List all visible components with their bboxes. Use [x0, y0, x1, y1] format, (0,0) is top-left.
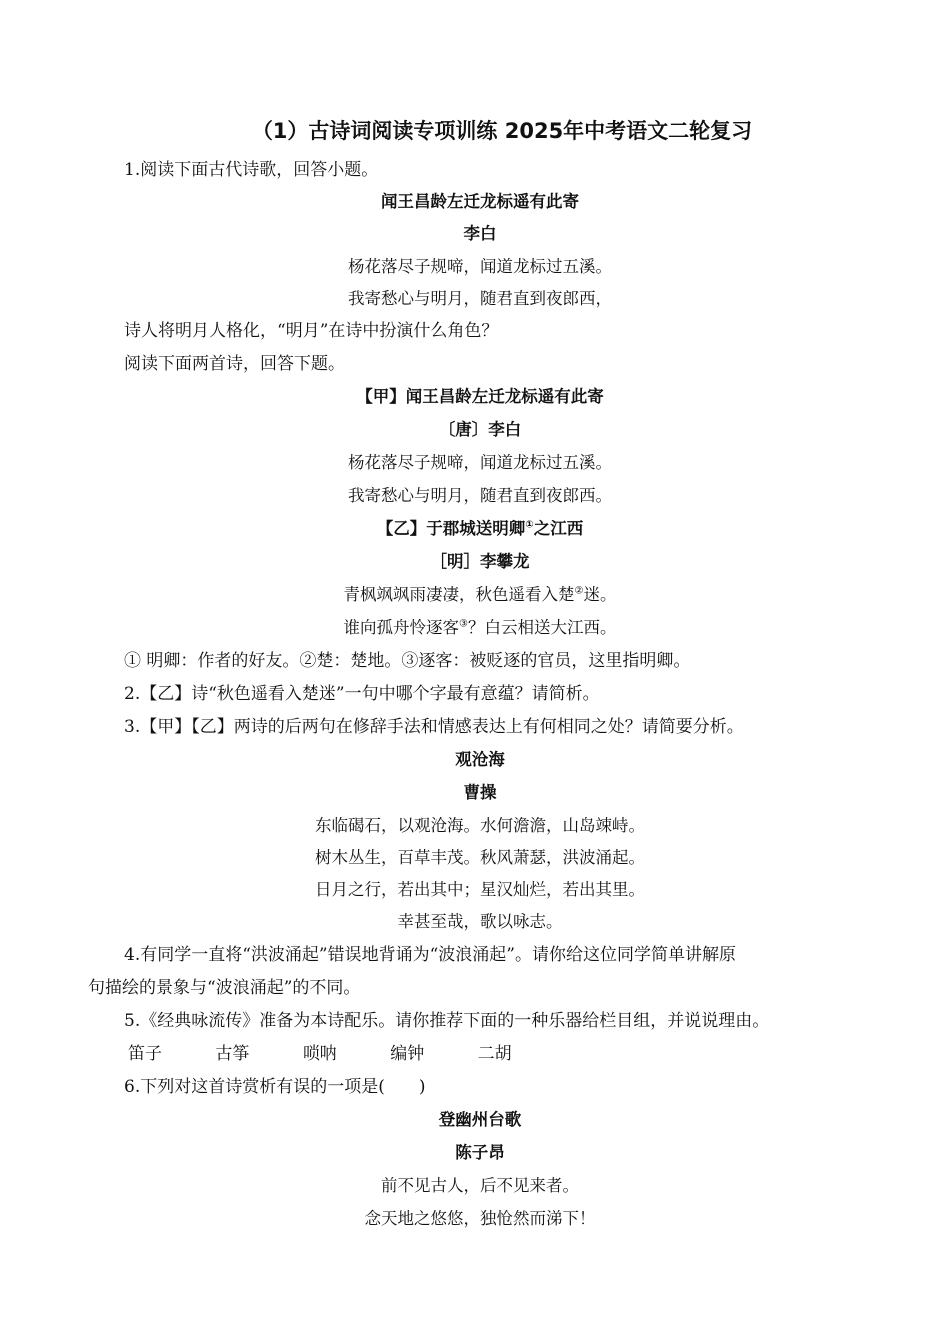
poem-title: 观沧海: [455, 750, 505, 769]
poem-title: 登幽州台歌: [438, 1110, 522, 1129]
document-title: （1）古诗词阅读专项训练 2025年中考语文二轮复习: [251, 119, 753, 143]
group-2-intro: 阅读下面两首诗，回答下题。: [124, 354, 345, 374]
poem-author: 陈子昂: [455, 1143, 505, 1162]
instrument-option: 笛子: [128, 1044, 162, 1064]
poem-line: 幸甚至哉，歌以咏志。: [397, 912, 563, 931]
poem-line: 前不见古人，后不见来者。: [381, 1176, 579, 1195]
poem-line: 日月之行，若出其中；星汉灿烂，若出其里。: [315, 880, 645, 899]
poem-line: 杨花落尽子规啼，闻道龙标过五溪。: [348, 257, 612, 276]
poem-jia-author: 〔唐〕李白: [438, 420, 522, 439]
question-3: 3.【甲】【乙】两诗的后两句在修辞手法和情感表达上有何相同之处？请简要分析。: [124, 717, 744, 737]
question-2: 2.【乙】诗“秋色遥看入楚迷”一句中哪个字最有意蕴？请简析。: [124, 684, 600, 704]
poem-line: 念天地之悠悠，独怆然而涕下！: [364, 1209, 596, 1228]
poem-author: 曹操: [463, 783, 497, 802]
instrument-option: 编钟: [390, 1044, 425, 1064]
footnote-marker: ③: [459, 618, 468, 630]
question-6: 6.下列对这首诗赏析有误的一项是( ): [124, 1077, 426, 1097]
question-5: 5.《经典咏流传》准备为本诗配乐。请你推荐下面的一种乐器给栏目组，并说说理由。: [124, 1011, 770, 1031]
poem-author: 李白: [463, 224, 497, 243]
instrument-option: 古筝: [215, 1044, 250, 1064]
question-4-line-1: 4.有同学一直将“洪波涌起”错误地背诵为“波浪涌起”。请你给这位同学简单讲解原: [124, 945, 736, 965]
poem-title: 闻王昌龄左迁龙标遥有此寄: [381, 192, 579, 211]
poem-line: 杨花落尽子规啼，闻道龙标过五溪。: [348, 453, 612, 472]
instrument-options: [128, 1043, 560, 1065]
poem-yi-author: ［明］李攀龙: [430, 552, 530, 571]
poem-line: 我寄愁心与明月，随君直到夜郎西，: [348, 289, 612, 308]
poem-line: 树木丛生，百草丰茂。秋风萧瑟，洪波涌起。: [315, 848, 645, 867]
poem-jia-title: 【甲】闻王昌龄左迁龙标遥有此寄: [356, 387, 604, 406]
poem-line: 东临碣石，以观沧海。水何澹澹，山岛竦峙。: [315, 816, 645, 835]
instrument-option: 唢呐: [302, 1044, 337, 1064]
poem-yi-title: 【乙】于郡城送明卿①之江西: [376, 519, 584, 538]
poem-line: 青枫飒飒雨凄凄，秋色遥看入楚②迷。: [343, 585, 617, 604]
question-1-intro: 1.阅读下面古代诗歌，回答小题。: [124, 160, 379, 180]
poem-line: 谁向孤舟怜逐客③？白云相送大江西。: [343, 618, 617, 637]
question-1-prompt: 诗人将明月人格化，“明月”在诗中扮演什么角色？: [124, 321, 499, 341]
footnote-marker: ①: [525, 519, 534, 531]
question-4-line-2: 句描绘的景象与“波浪涌起”的不同。: [88, 978, 361, 998]
poem-line: 我寄愁心与明月，随君直到夜郎西。: [348, 486, 612, 505]
footnotes: ① 明卿：作者的好友。②楚：楚地。③逐客：被贬逐的官员，这里指明卿。: [124, 651, 691, 671]
instrument-option: 二胡: [477, 1044, 512, 1064]
footnote-marker: ②: [574, 585, 584, 597]
